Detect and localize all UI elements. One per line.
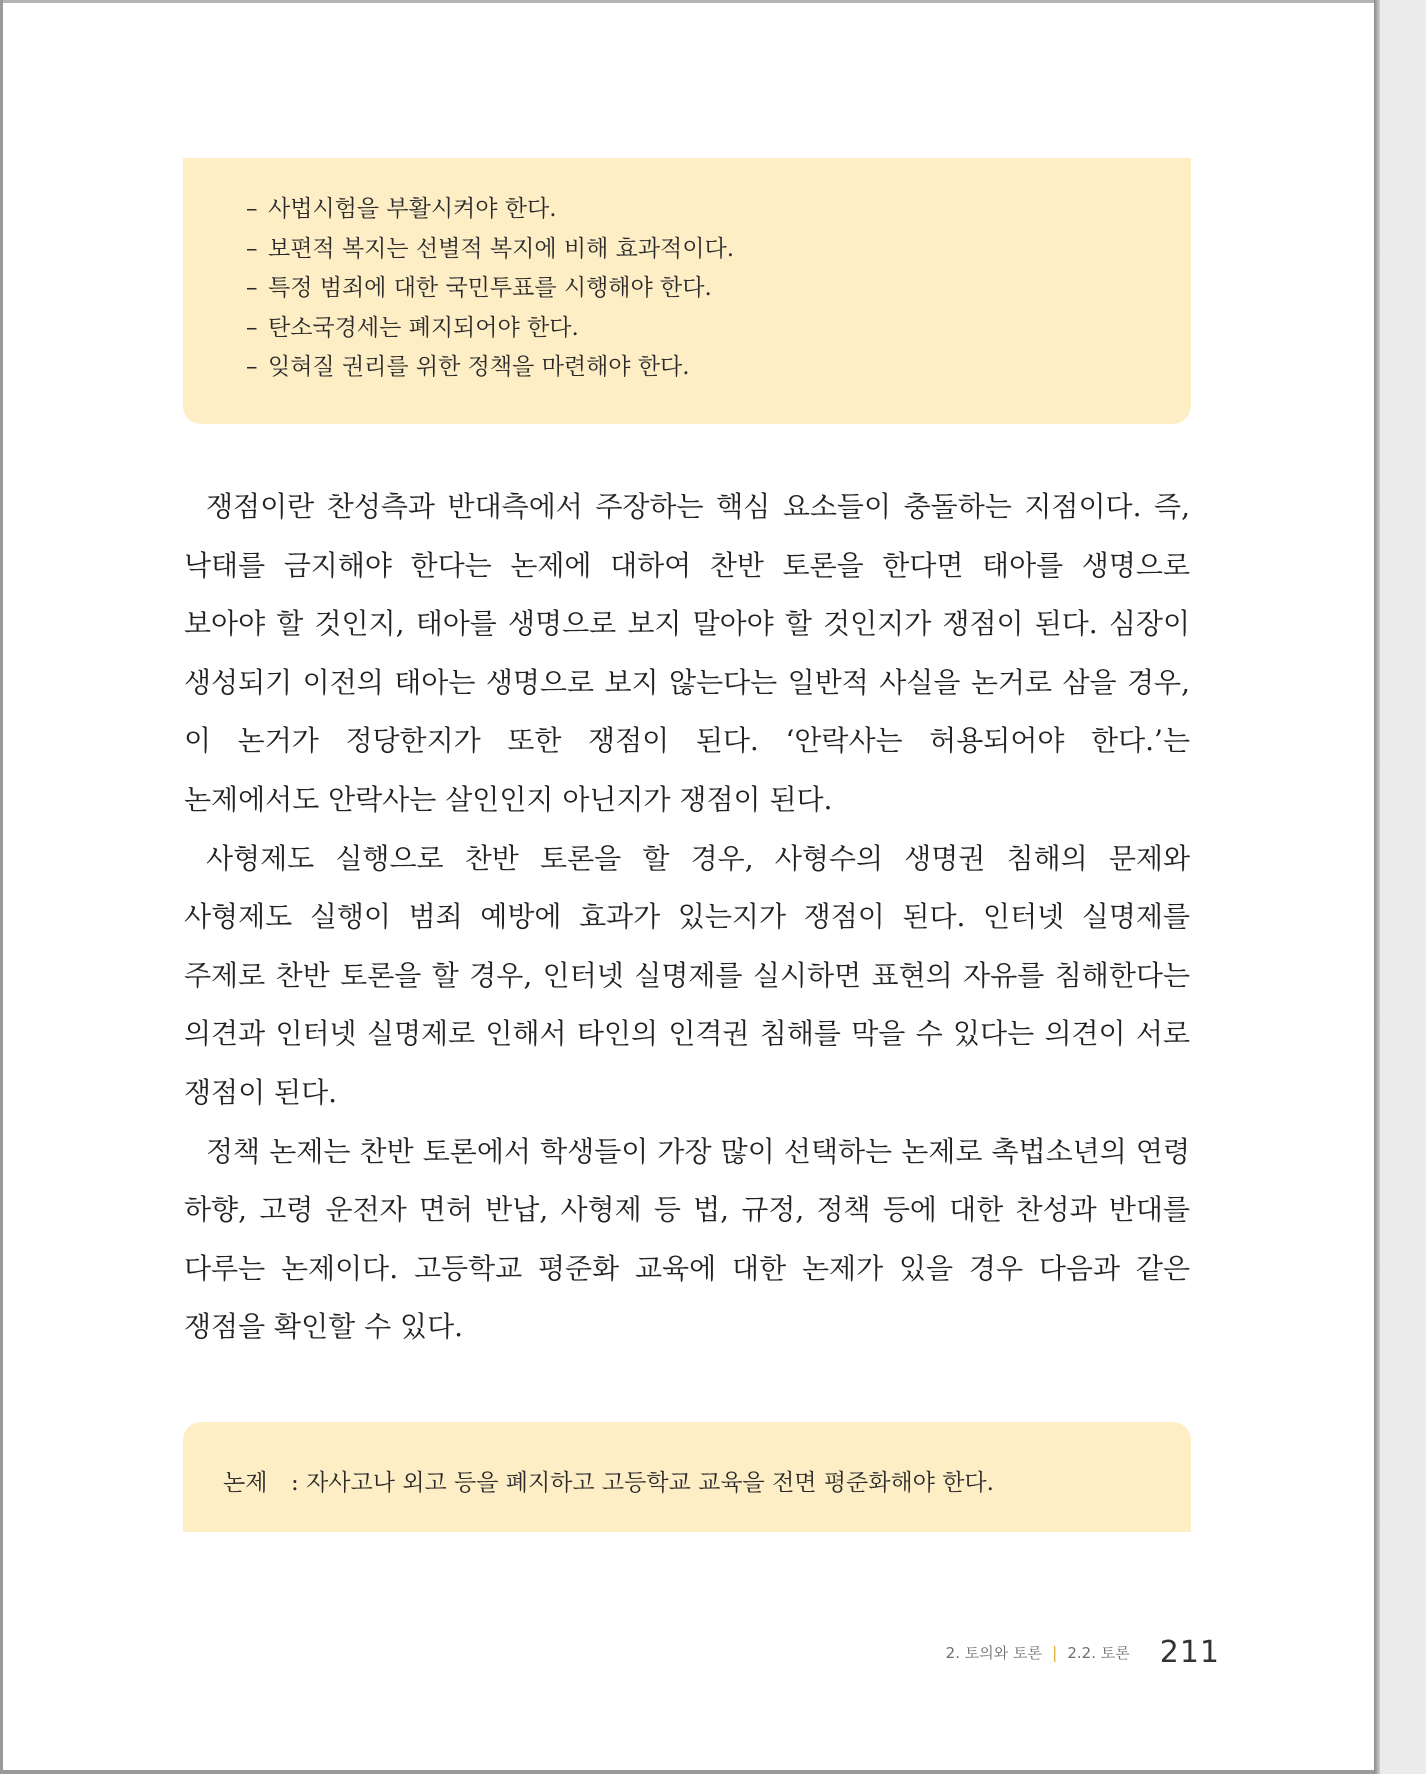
proposition-label: 논제 (223, 1470, 268, 1496)
viewer-gutter (1380, 0, 1426, 1774)
paragraph: 쟁점이란 찬성측과 반대측에서 주장하는 핵심 요소들이 충돌하는 지점이다. 즉, 낙태를 금지해야 한다는 논제에 대하여 찬반 토론을 한다면 태아를 생명으로 보아야 할 것인지, 태아를 생명으로 보지 말아야 할 것인지가 쟁점이 된다. 심장이 생성되기 이전의 태아는 생명으로 보지 않는다는 일반적 사실을 논거로 삼을 경우, 이 논거가 정당한지가 또한 쟁점이 된다. ‘안락사는 허용되어야 한다.’는 논제에서도 안락사는 살인인지 아닌지가 쟁점이 된다. (184, 490, 1190, 816)
footer-chapter: 2. 토의와 토론 (945, 1643, 1042, 1662)
proposition-examples-box (183, 158, 1191, 424)
dash-bullet: – (246, 314, 258, 341)
proposition-item (246, 230, 1191, 270)
dash-bullet: – (246, 275, 258, 301)
paragraph: 사형제도 실행으로 찬반 토론을 할 경우, 사형수의 생명권 침해의 문제와 사형제도 실행이 범죄 예방에 효과가 있는지가 쟁점이 된다. 인터넷 실명제를 주제로 찬반 토론을 할 경우, 인터넷 실명제를 실시하면 표현의 자유를 침해한다는 의견과 인터넷 실명제로 인해서 타인의 인격권 침해를 막을 수 있다는 의견이 서로 쟁점이 된다. (184, 841, 1190, 1109)
viewer-frame-left (0, 0, 3, 1774)
paragraph: 정책 논제는 찬반 토론에서 학생들이 가장 많이 선택하는 논제로 촉법소년의 연령 하향, 고령 운전자 면허 반납, 사형제 등 법, 규정, 정책 등에 대한 찬성과 반대를 다루는 논제이다. 고등학교 평준화 교육에 대한 논제가 있을 경우 다음과 같은 쟁점을 확인할 수 있다. (184, 1134, 1190, 1344)
dash-bullet: – (246, 354, 258, 380)
proposition-text: 보편적 복지는 선별적 복지에 비해 효과적이다. (268, 235, 735, 262)
footer-separator: | (1051, 1642, 1058, 1662)
page-number: 211 (1159, 1634, 1220, 1670)
proposition-text: 잊혀질 권리를 위한 정책을 마련해야 한다. (268, 354, 690, 380)
proposition-box (183, 1422, 1191, 1532)
proposition-text: 특정 범죄에 대한 국민투표를 시행해야 한다. (268, 275, 712, 301)
viewer-frame-top (0, 0, 1380, 3)
proposition-item (246, 269, 1191, 309)
viewer-frame-bottom (0, 1770, 1380, 1774)
body-text (184, 478, 1190, 1357)
proposition-statement: : 자사고나 외고 등을 폐지하고 고등학교 교육을 전면 평준화해야 한다. (291, 1470, 994, 1496)
proposition-item (246, 309, 1191, 349)
proposition-item (246, 190, 1191, 230)
footer-section: 2.2. 토론 (1067, 1643, 1130, 1662)
page-footer (946, 1632, 1220, 1672)
dash-bullet: – (246, 196, 258, 222)
dash-bullet: – (246, 235, 258, 262)
proposition-text: 사법시험을 부활시켜야 한다. (268, 196, 557, 222)
proposition-text: 탄소국경세는 폐지되어야 한다. (268, 314, 579, 341)
proposition-item (246, 348, 1191, 388)
